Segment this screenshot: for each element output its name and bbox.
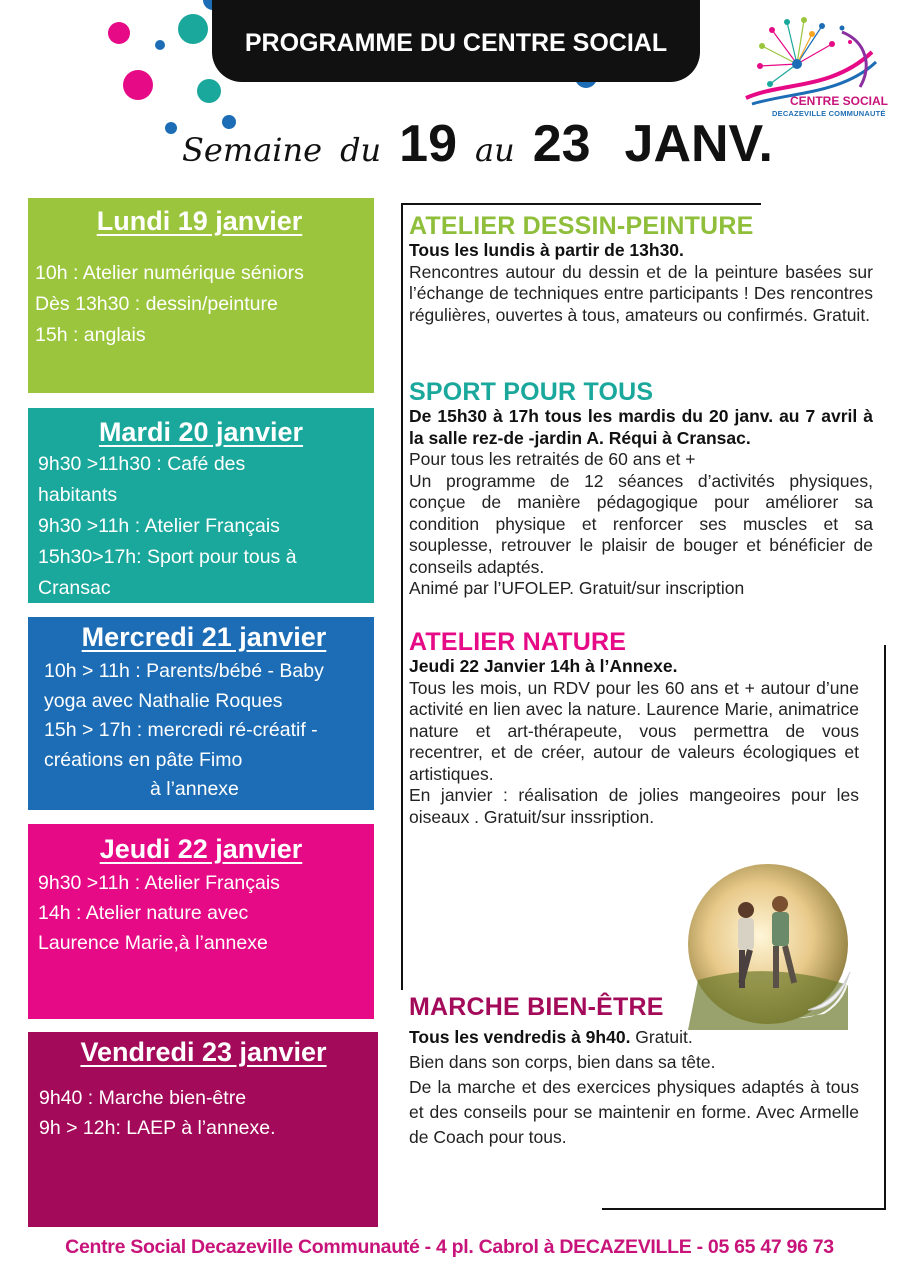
section-dessin-peinture (409, 212, 873, 326)
section-title: ATELIER DESSIN-PEINTURE (409, 212, 754, 240)
day-item: 9h > 12h: LAEP à l’annexe. (39, 1117, 276, 1139)
day-title: Mardi 20 janvier (98, 417, 304, 447)
day-box-friday (28, 1032, 378, 1227)
section-body: De la marche et des exercices physiques adaptés à tous et des conseils pour se maintenir en forme. Avec Armelle de Coach pour tous. (409, 1077, 859, 1147)
day-box-thursday (28, 824, 374, 1019)
frame-line (884, 645, 886, 1210)
week-au: au (475, 131, 515, 169)
week-headline (182, 114, 773, 184)
day-item: 15h > 17h : mercredi ré-créatif - créations en pâte Fimo (44, 719, 318, 771)
banner-title: PROGRAMME DU CENTRE SOCIAL (244, 28, 668, 57)
week-start-day: 19 (399, 115, 457, 173)
dot (108, 22, 130, 44)
day-box-tuesday (28, 408, 374, 603)
section-line: Animé par l’UFOLEP. Gratuit/sur inscription (409, 578, 745, 598)
section-title: SPORT POUR TOUS (409, 378, 654, 406)
dot (178, 14, 208, 44)
day-item: 9h30 >11h : Atelier Français (38, 872, 280, 894)
section-body: Un programme de 12 séances d’activités physiques, conçue de manière pédagogique pour améliorer sa condition physique et renforcer ses muscles et sa souplesse, retrouver le plaisir de bouger et bénéficier de conseils adaptés. (409, 470, 873, 577)
section-atelier-nature (409, 628, 859, 828)
dot (165, 122, 177, 134)
section-title: ATELIER NATURE (409, 628, 627, 656)
section-lead: Tous les lundis à partir de 13h30. (409, 240, 684, 260)
day-item: Dès 13h30 : dessin/peinture (35, 293, 278, 315)
section-lead: Tous les vendredis à 9h40. (409, 1027, 631, 1047)
section-sport-pour-tous (409, 378, 873, 600)
week-end-day: 23 (532, 115, 591, 173)
day-item: 9h40 : Marche bien-être (39, 1087, 247, 1109)
day-box-wednesday (28, 617, 374, 810)
day-item: 9h30 >11h30 : Café des habitants (38, 453, 246, 506)
section-lead-suffix: Gratuit. (630, 1027, 693, 1047)
section-line: Pour tous les retraités de 60 ans et + (409, 449, 696, 469)
dot (197, 79, 221, 103)
day-item: 15h30>17h: Sport pour tous à Cransac (38, 546, 297, 599)
section-title: MARCHE BIEN-ÊTRE (409, 993, 664, 1021)
program-banner (212, 0, 700, 82)
week-month: JANV. (624, 115, 773, 173)
day-item: 15h : anglais (35, 324, 146, 346)
logo-title: CENTRE SOCIAL (790, 94, 889, 108)
day-item: 14h : Atelier nature avec Laurence Marie,à l’annexe (38, 902, 268, 954)
section-body: Rencontres autour du dessin et de la peinture basées sur l’échange de techniques entre participants ! Des rencontres régulières, ouvertes à tous, amateurs ou confirmés. Gratuit. (409, 261, 873, 325)
day-title: Jeudi 22 janvier (99, 834, 303, 864)
day-title: Lundi 19 janvier (96, 206, 303, 236)
frame-line (602, 1208, 886, 1210)
day-item: 9h30 >11h : Atelier Français (38, 515, 280, 537)
section-marche-bien-etre (409, 993, 859, 1150)
day-item: à l’annexe (150, 778, 239, 800)
day-item: 10h : Atelier numérique séniors (35, 262, 304, 284)
section-body: Tous les mois, un RDV pour les 60 ans et + autour d’une activité en lien avec la nature. Laurence Marie, animatrice nature et art-thérapeute, vous permettra de vous recentrer, et de créer, autour de valeurs écologiques et artistiques. (409, 677, 859, 784)
day-item: 10h > 11h : Parents/bébé - Baby yoga avec Nathalie Roques (44, 660, 324, 712)
day-title: Vendredi 23 janvier (80, 1037, 327, 1067)
frame-line (401, 205, 403, 990)
week-du: du (340, 131, 382, 169)
day-box-monday (28, 198, 374, 393)
section-lead: Jeudi 22 Janvier 14h à l’Annexe. (409, 656, 678, 676)
dot (155, 40, 165, 50)
week-prefix: Semaine (182, 131, 323, 169)
section-body: En janvier : réalisation de jolies mangeoires pour les oiseaux . Gratuit/sur inssription. (409, 785, 859, 827)
section-line: Bien dans son corps, bien dans sa tête. (409, 1052, 716, 1072)
section-lead: De 15h30 à 17h tous les mardis du 20 janv. au 7 avril à la salle rez-de -jardin A. Réqui à Cransac. (409, 406, 873, 448)
frame-line (401, 203, 761, 205)
footer-contact: Centre Social Decazeville Communauté - 4 pl. Cabrol à DECAZEVILLE - 05 65 47 96 73 (65, 1236, 834, 1258)
day-title: Mercredi 21 janvier (81, 622, 327, 652)
logo-subtitle: DECAZEVILLE COMMUNAUTÉ (772, 109, 886, 118)
dot (123, 70, 153, 100)
